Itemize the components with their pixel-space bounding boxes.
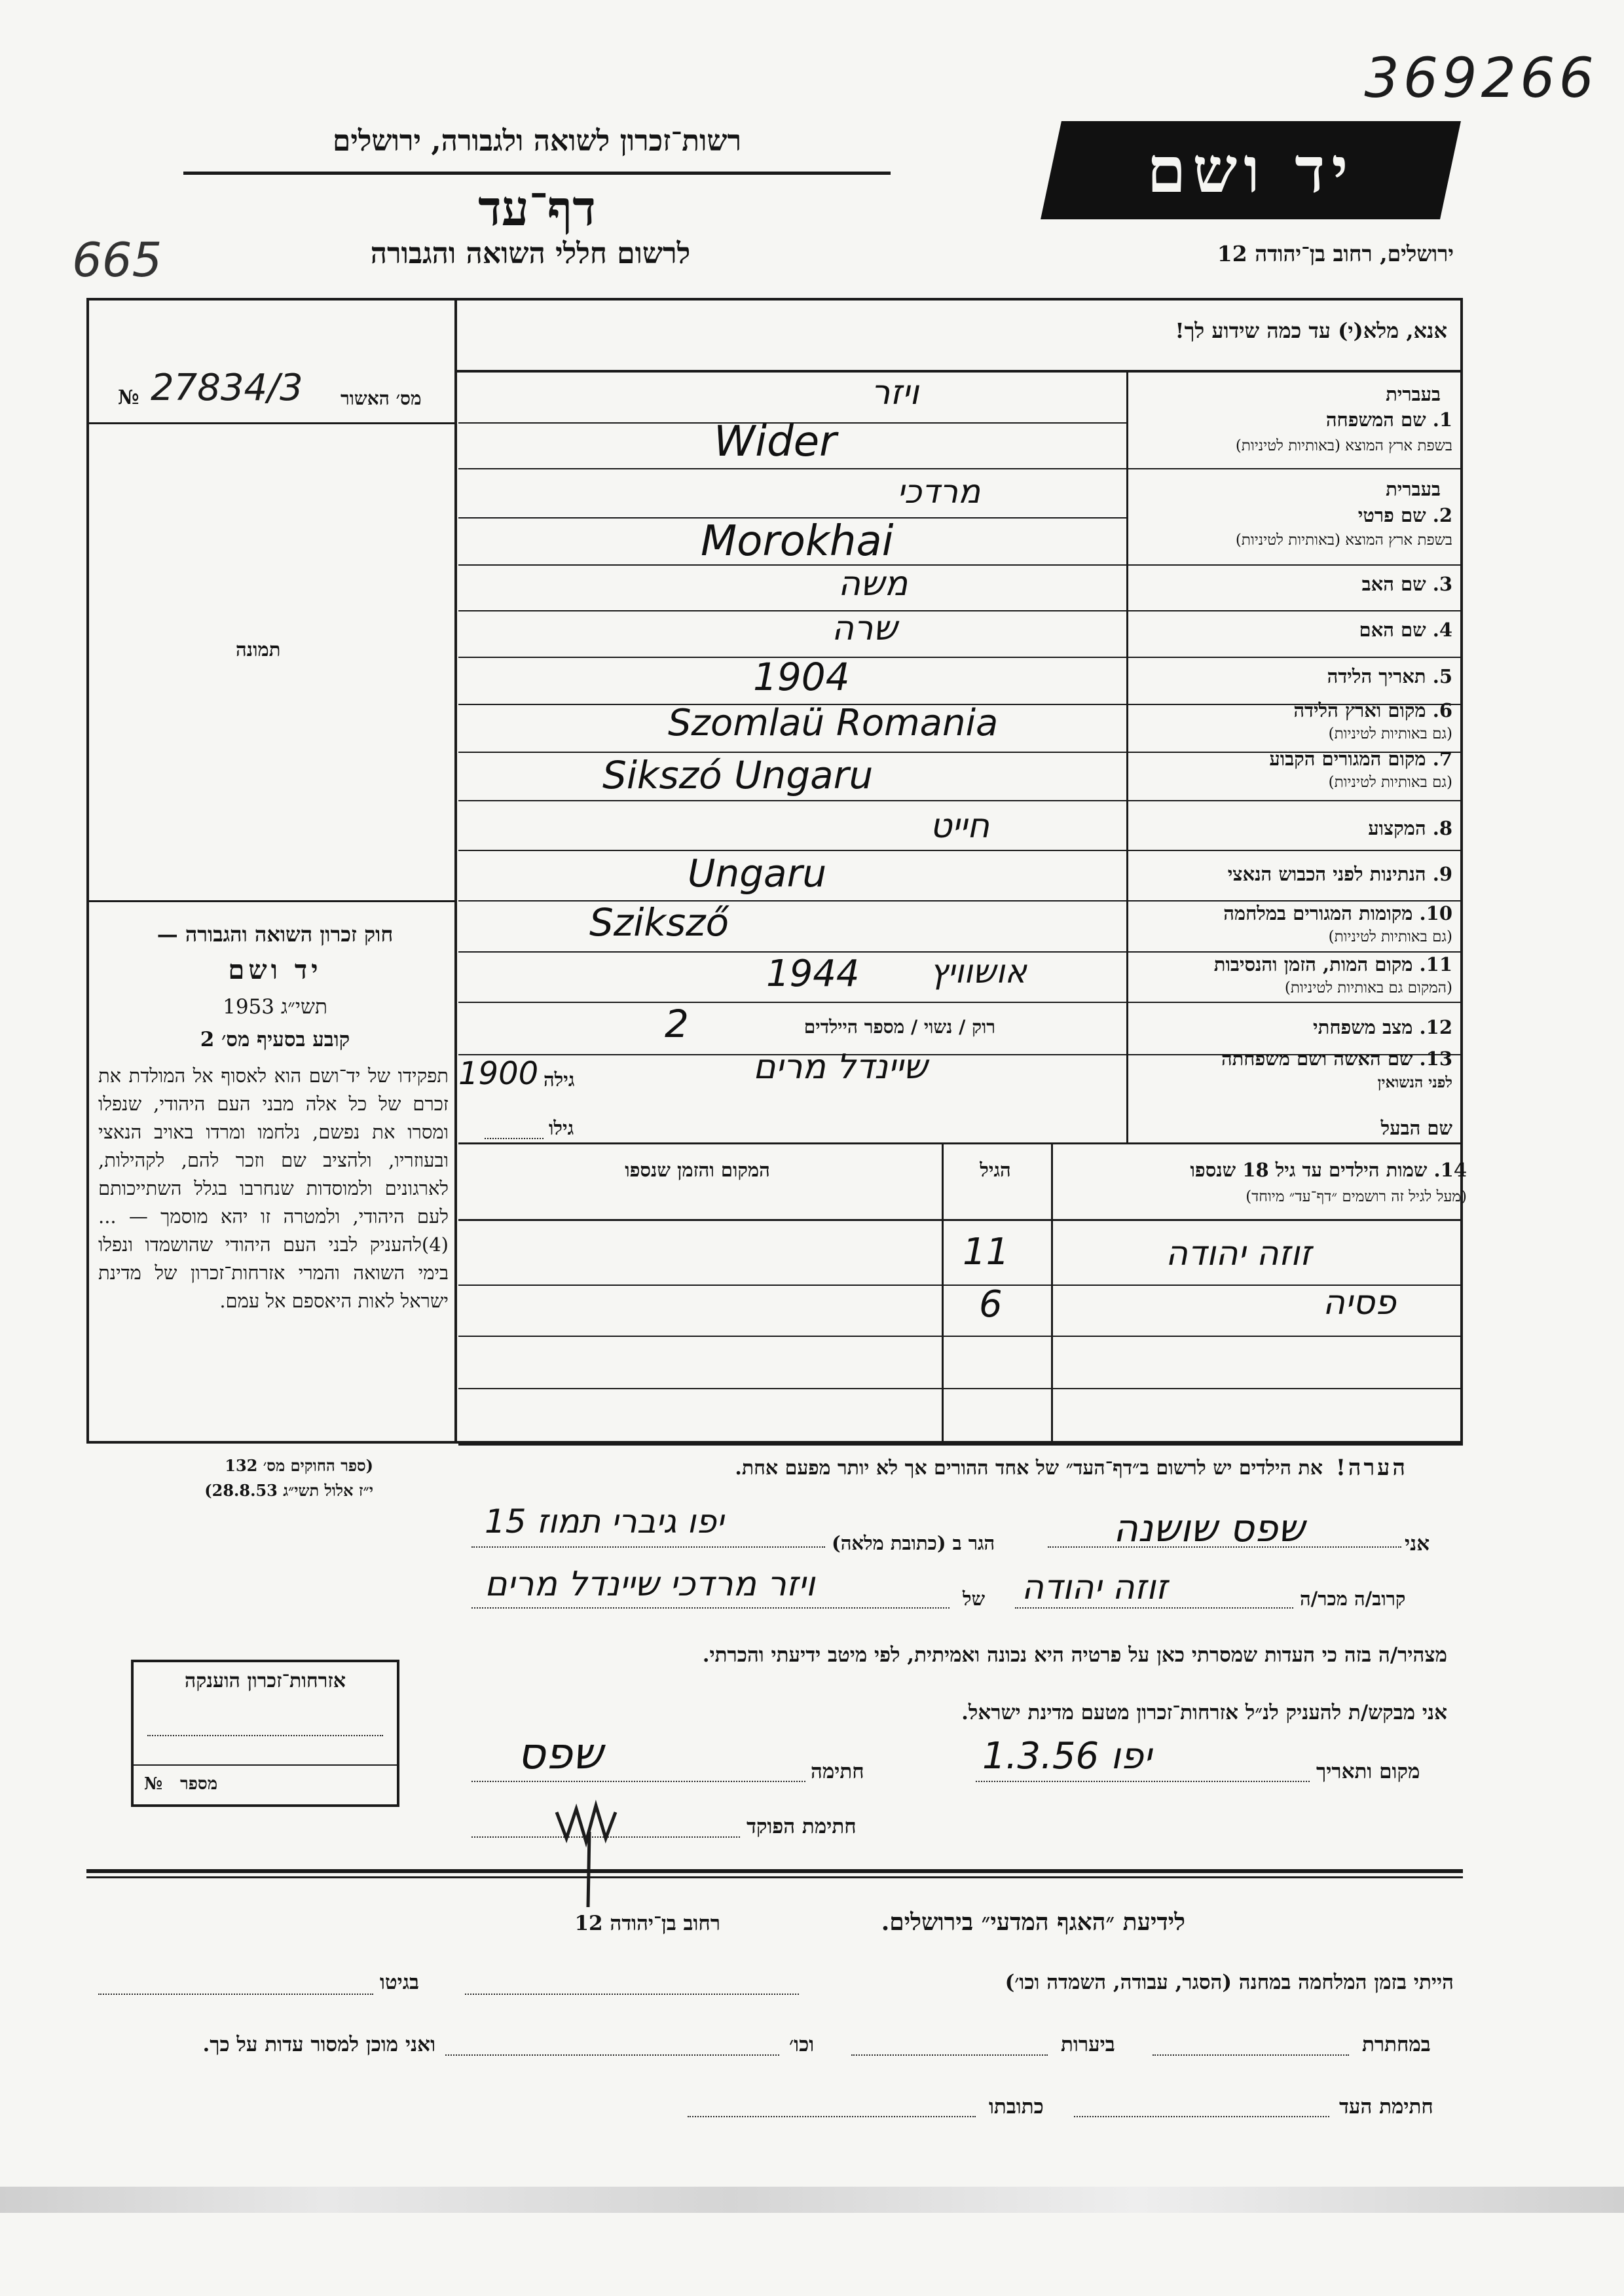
row-rule — [458, 900, 1126, 902]
field-1-latin-value[interactable]: Wider — [714, 418, 837, 466]
signature-label: חתימה — [811, 1760, 864, 1783]
photo-rule — [89, 900, 454, 902]
field-3-label: 3. שם האב — [1361, 573, 1452, 595]
col-age-header: הגיל — [980, 1159, 1011, 1181]
label-rule — [1128, 900, 1462, 902]
decl-ani: אני — [1405, 1532, 1430, 1556]
footer-line2-d: ואני מוכן למסור עדות על כך. — [202, 2033, 435, 2056]
label-rule — [1128, 564, 1462, 566]
logo-text: יד ושם — [1147, 133, 1355, 207]
field-13-sub: לפני הנשואין — [1377, 1074, 1452, 1091]
table-row-rule — [458, 1285, 1463, 1286]
declarant-name[interactable]: שפס שושנה — [1113, 1506, 1305, 1550]
field-4-value[interactable]: שרה — [832, 609, 898, 648]
declarant-line — [1048, 1546, 1401, 1548]
table-col-divider — [1051, 1144, 1053, 1442]
field-2-sub: בשפת ארץ המוצא (באותיות לטיניות) — [1235, 532, 1452, 549]
signature-line — [471, 1781, 805, 1782]
of-line — [471, 1607, 950, 1609]
field-12-options: רוק / נשוי / מספר היילדים — [803, 1016, 995, 1038]
note-text: את הילדים יש לרשום ב״דף־העד״ של אחד ההורים אך לא יותר מפעם אחת. — [735, 1457, 1323, 1480]
field-5-value[interactable]: 1904 — [753, 655, 850, 699]
decl-of-label: של — [963, 1588, 986, 1610]
scan-edge-noise — [0, 2187, 1624, 2213]
form-title: דף־עד — [478, 181, 596, 237]
photo-label: תמונה — [236, 638, 281, 661]
footer-line2-blank-1[interactable] — [1153, 2054, 1349, 2056]
footer-line2-blank-3[interactable] — [445, 2054, 779, 2056]
footer-line3-a: חתימת העד — [1339, 2095, 1433, 2119]
field-14-sub: (מעל לגיל זה רושמים ״דף־עד״ מיוחד) — [1246, 1188, 1467, 1205]
field-12-label: 12. מצב משפחתי — [1313, 1016, 1452, 1038]
footer-line1-a: הייתי בזמן המלחמה במחנה (הסגר, עבודה, השמדה וכו׳) — [1005, 1971, 1454, 1994]
footer-rule-top — [86, 1869, 1463, 1873]
label-rule — [1128, 951, 1462, 953]
child-2-name[interactable]: פסיה — [1323, 1283, 1396, 1322]
decl-relative-label: קרוב/ה מכר/ה — [1300, 1588, 1406, 1610]
declarant-address[interactable]: יפו גיברי תמוז 15 — [485, 1503, 724, 1540]
field-3-value[interactable]: משה — [838, 564, 908, 604]
approval-rule — [89, 422, 454, 424]
field-11-year[interactable]: 1944 — [766, 953, 860, 995]
law-year: תשי״ג 1953 — [223, 995, 327, 1019]
table-header-rule — [458, 1219, 1463, 1221]
officer-signature — [550, 1793, 629, 1913]
relative-line — [1015, 1607, 1293, 1609]
decl-statement: מצהיר/ה בזה כי העדות שמסרתי כאן על פרטיה היא נכונה ואמיתית, לפי מיטב ידיעתי והכרתי. — [702, 1643, 1447, 1667]
field-9-value[interactable]: Ungaru — [688, 851, 827, 896]
field-10-sub: (גם באותיות לטיניות) — [1328, 928, 1452, 945]
footer-address: רחוב בן־יהודה 12 — [574, 1912, 720, 1935]
law-title: חוק זכרון השואה והגבורה — — [157, 922, 394, 947]
child-1-age[interactable]: 11 — [963, 1231, 1010, 1273]
declarant-signature[interactable]: שפס — [517, 1728, 603, 1779]
decl-request: אני מבקש/ת להעניק לנ״ל אזרחות־זכרון מטעם מדינת ישראל. — [961, 1701, 1447, 1724]
footer-line3-blank-2[interactable] — [688, 2116, 976, 2117]
place-date-line — [976, 1781, 1310, 1782]
margin-note: 665 — [72, 232, 162, 287]
field-8-label: 8. המקצוע — [1368, 817, 1452, 839]
certificate-number-prefix: № — [144, 1774, 163, 1794]
footer-line2-c: וכו׳ — [789, 2033, 815, 2056]
field-1-hebrew-tag: בעברית — [1386, 383, 1441, 405]
child-1-name[interactable]: זוזה יהודה — [1166, 1234, 1312, 1273]
law-ref-1: (ספר החוקים מס׳ 132 — [225, 1456, 373, 1475]
footer-rule-top-2 — [86, 1876, 1463, 1878]
approval-label: מס׳ האשור — [341, 388, 422, 409]
approval-number[interactable]: 27834/3 — [151, 367, 303, 409]
field-1-hebrew-value[interactable]: ויזר — [871, 373, 919, 412]
field-6-label: 6. מקום וארץ הלידה — [1293, 699, 1452, 721]
certificate-title: אזרחות־זכרון הוענקה — [184, 1669, 346, 1692]
field-7-label: 7. מקום המגורים הקבוע — [1269, 748, 1452, 770]
footer-line2-b: ביערות — [1061, 2033, 1115, 2056]
place-date-label: מקום ותאריך — [1316, 1760, 1420, 1783]
field-4-label: 4. שם האם — [1359, 619, 1452, 641]
field-2-label: 2. שם פרטי — [1357, 504, 1452, 526]
field-11-place[interactable]: אושוויץ — [930, 953, 1027, 991]
field-9-label: 9. הנתינות לפני הכבוש הנאצי — [1227, 863, 1452, 885]
form-subtitle: לרשום חללי השואה והגבורה — [370, 237, 691, 270]
field-1-label: 1. שם המשפחה — [1325, 409, 1452, 431]
form-intro: אנא, מלא(י) עד כמה שידוע לך! — [1175, 318, 1447, 343]
field-12-children[interactable]: 2 — [665, 1002, 689, 1046]
org-name: רשות־זכרון לשואה ולגבורה, ירושלים — [332, 124, 742, 158]
col-place-header: המקום והזמן שנספו — [625, 1159, 770, 1181]
law-text: תפקידו של יד־ושם הוא לאסוף אל המולדת את זכרם של כל אלה מבני העם היהודי, שנפלו ומסרו את נפשם, נלחמו ומרדו באויב הנאצי ובעוזריו, ולהציב שם וזכר להם, לקהילות, לארגונים ולמוסדות שנחרבו בגלל השתייכותם לעם היהודי, ולמטרה זו יהא מוסמך — ...(4)להעניק לבני העם היהודי שהושמדו ונפלו בימי השואה והמרי אזרחות־זכרון של מדינת ישראל לאות היאספם אל עמם. — [98, 1065, 449, 1312]
footer-line1-blank[interactable] — [465, 1994, 799, 1995]
field-13-age[interactable]: 1900 — [458, 1055, 539, 1092]
footer-line2-blank-2[interactable] — [851, 2054, 1048, 2056]
archive-number: 369266 — [1364, 46, 1598, 110]
field-13-value[interactable]: שיינדל מרים — [753, 1048, 928, 1087]
law-section: קובע בסעיף מס׳ 2 — [200, 1028, 350, 1051]
certificate-inner-rule — [134, 1764, 397, 1766]
table-col-divider — [942, 1144, 944, 1442]
label-rule — [1128, 468, 1462, 469]
husband-age-line[interactable] — [485, 1138, 544, 1139]
field-7-sub: (גם באותיות לטיניות) — [1328, 774, 1452, 791]
label-rule — [1128, 657, 1462, 658]
field-5-label: 5. תאריך הלידה — [1327, 665, 1452, 687]
intro-rule — [454, 370, 1463, 373]
field-7-value[interactable]: Sikszó Ungaru — [602, 753, 874, 797]
label-rule — [1128, 610, 1462, 611]
footer-line3-b: כתובתו — [989, 2095, 1044, 2119]
field-13-age-label: גילה — [544, 1068, 575, 1091]
relative-value[interactable]: זוזה יהודה — [1022, 1568, 1168, 1607]
field-2-hebrew-value[interactable]: מרדכי — [897, 473, 981, 511]
field-2-latin-value[interactable]: Morokhai — [701, 517, 894, 566]
row-rule — [458, 800, 1126, 801]
field-11-sub: (המקום גם באותיות לטיניות) — [1284, 979, 1452, 996]
footer-line1-b: בגיטו — [380, 1971, 419, 1994]
row-rule — [458, 610, 1126, 611]
officer-label: חתימת הפוקד — [747, 1815, 857, 1838]
place-date-value[interactable]: יפו 1.3.56 — [982, 1735, 1152, 1777]
label-rule — [1128, 800, 1462, 801]
table-row-rule — [458, 1336, 1463, 1337]
field-10-value[interactable]: Sziksző — [589, 900, 729, 945]
label-column-divider — [1126, 370, 1128, 1142]
table-row-rule — [458, 1388, 1463, 1389]
footer-line3-blank-1[interactable] — [1074, 2116, 1329, 2117]
field-6-value[interactable]: Szomlaü Romania — [668, 702, 999, 744]
field-11-label: 11. מקום המות, הזמן והנסיבות — [1213, 953, 1452, 975]
label-rule — [458, 1142, 1463, 1144]
label-rule — [1128, 850, 1462, 851]
row-rule — [458, 1002, 1126, 1003]
note-top-rule — [458, 1444, 1463, 1446]
child-2-age[interactable]: 6 — [979, 1283, 1003, 1326]
husband-label: שם הבעל — [1380, 1117, 1452, 1139]
of-value[interactable]: ויזר מרדכי שיינדל מרים — [485, 1565, 815, 1604]
certificate-number-label: מספר — [180, 1774, 218, 1794]
approval-prefix: № — [118, 386, 139, 409]
law-name: יד ושם — [228, 955, 322, 985]
field-1-sub: בשפת ארץ המוצא (באותיות לטיניות) — [1235, 437, 1452, 454]
footer-line1-blank-2[interactable] — [98, 1994, 373, 1995]
address-line — [471, 1546, 825, 1548]
field-14-label: 14. שמות הילדים עד גיל 18 שנספו — [1190, 1159, 1467, 1181]
field-2-hebrew-tag: בעברית — [1386, 478, 1441, 500]
header-rule — [183, 172, 891, 175]
field-13-label: 13. שם האשה ושם משפחתה — [1221, 1048, 1452, 1070]
certificate-line — [147, 1735, 383, 1736]
field-10-label: 10. מקומות המגורים במלחמה — [1223, 902, 1452, 924]
field-8-value[interactable]: חייט — [930, 807, 989, 846]
header-address: ירושלים, רחוב בן־יהודה 12 — [1217, 241, 1454, 266]
note-label: הערה! — [1336, 1455, 1408, 1481]
law-ref-2: י״ז אלול תשי״ג 28.8.53) — [204, 1481, 373, 1500]
footer-line2-a: במחתרת — [1362, 2033, 1431, 2056]
decl-lives-at: הגר ב (כתובת מלאה) — [832, 1532, 995, 1554]
footer-heading: לידיעת ״האגף המדעי״ בירושלים. — [881, 1908, 1185, 1936]
label-rule — [1128, 1002, 1462, 1003]
row-rule — [458, 468, 1126, 469]
field-6-sub: (גם באותיות לטיניות) — [1328, 725, 1452, 742]
side-column-divider — [454, 298, 457, 1444]
husband-age-label: גילו — [549, 1117, 574, 1139]
